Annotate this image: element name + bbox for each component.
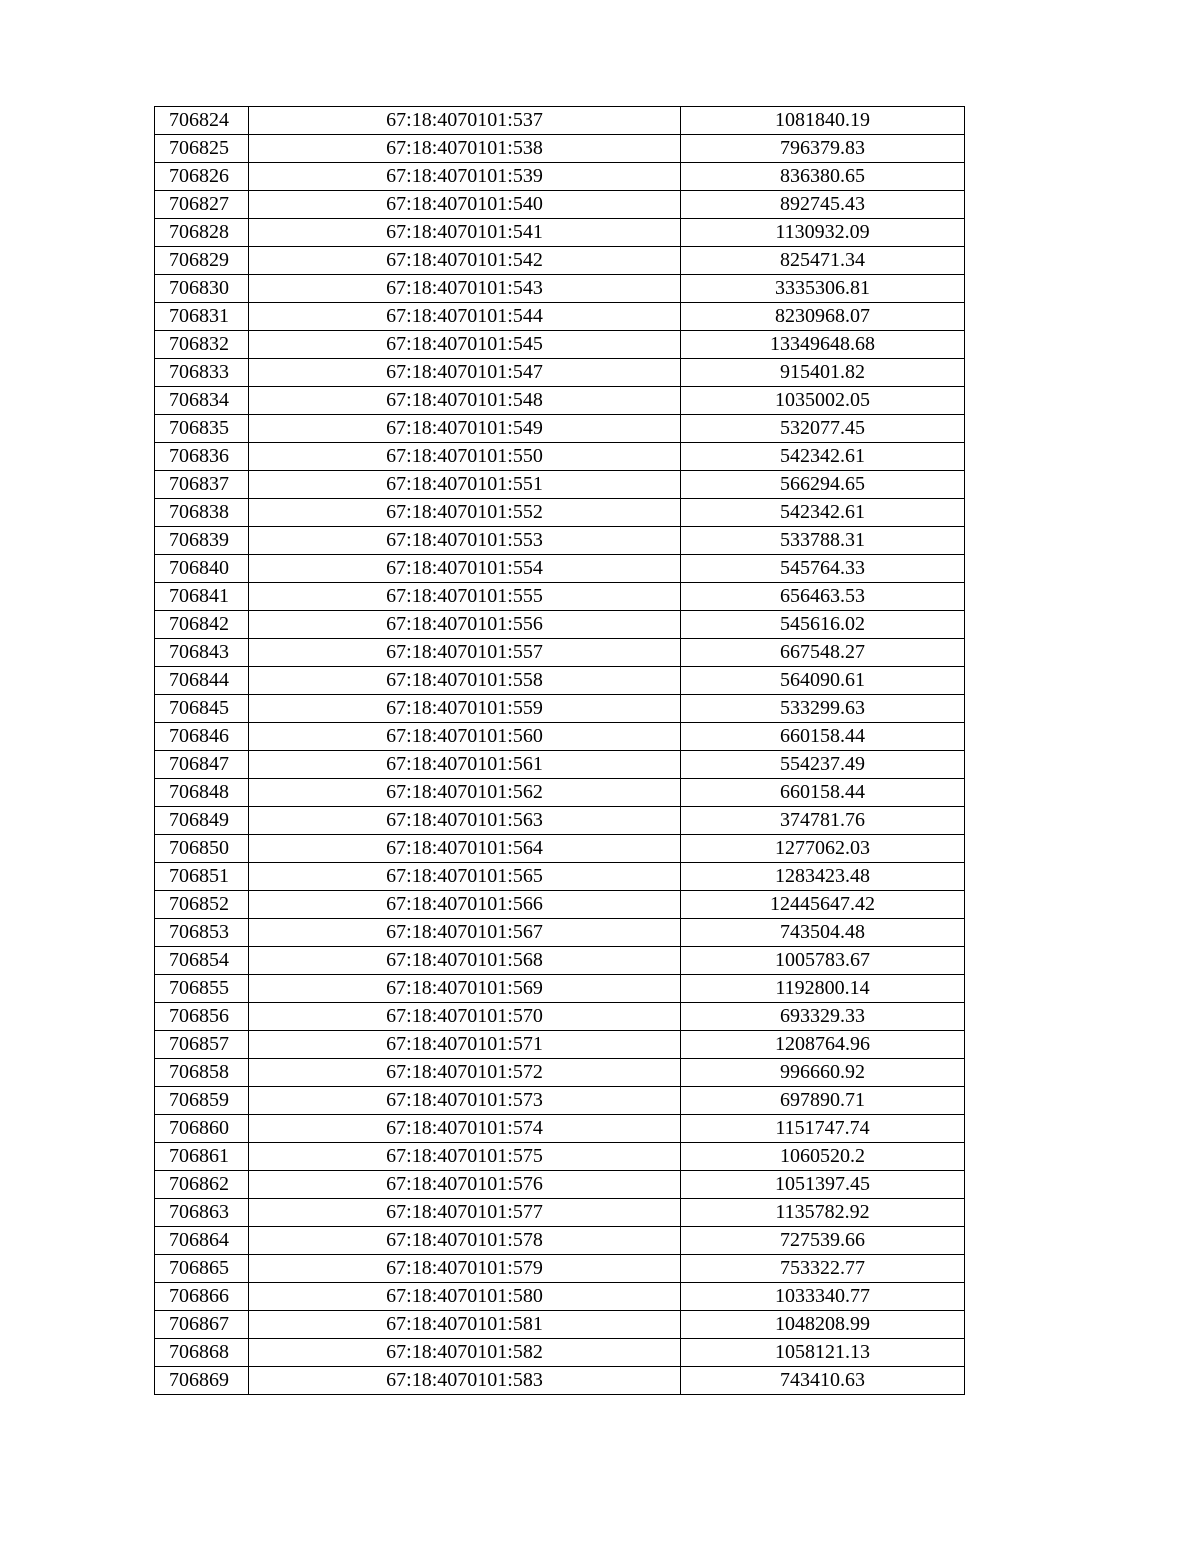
- table-row: [155, 975, 965, 1003]
- table-row: [155, 611, 965, 639]
- row-number-cell: 706835: [155, 415, 249, 443]
- table-row: [155, 1115, 965, 1143]
- cadastral-value-cell: 660158.44: [681, 779, 965, 807]
- cadastral-number-cell: 67:18:4070101:564: [249, 835, 681, 863]
- table-row: [155, 1283, 965, 1311]
- row-number-cell: 706855: [155, 975, 249, 1003]
- cadastral-value-cell: 554237.49: [681, 751, 965, 779]
- row-number-cell: 706842: [155, 611, 249, 639]
- table-row: [155, 275, 965, 303]
- row-number-cell: 706847: [155, 751, 249, 779]
- cadastral-value-cell: 1005783.67: [681, 947, 965, 975]
- cadastral-number-cell: 67:18:4070101:540: [249, 191, 681, 219]
- cadastral-number-cell: 67:18:4070101:573: [249, 1087, 681, 1115]
- cadastral-number-cell: 67:18:4070101:565: [249, 863, 681, 891]
- table-row: [155, 1031, 965, 1059]
- table-row: [155, 639, 965, 667]
- cadastral-number-cell: 67:18:4070101:545: [249, 331, 681, 359]
- cadastral-number-cell: 67:18:4070101:579: [249, 1255, 681, 1283]
- cadastral-number-cell: 67:18:4070101:543: [249, 275, 681, 303]
- row-number-cell: 706837: [155, 471, 249, 499]
- table-row: [155, 331, 965, 359]
- row-number-cell: 706860: [155, 1115, 249, 1143]
- table-row: [155, 667, 965, 695]
- row-number-cell: 706862: [155, 1171, 249, 1199]
- cadastral-number-cell: 67:18:4070101:577: [249, 1199, 681, 1227]
- cadastral-number-cell: 67:18:4070101:560: [249, 723, 681, 751]
- cadastral-number-cell: 67:18:4070101:555: [249, 583, 681, 611]
- cadastral-value-cell: 374781.76: [681, 807, 965, 835]
- cadastral-value-cell: 996660.92: [681, 1059, 965, 1087]
- cadastral-value-table: [154, 106, 965, 1395]
- cadastral-number-cell: 67:18:4070101:568: [249, 947, 681, 975]
- cadastral-number-cell: 67:18:4070101:582: [249, 1339, 681, 1367]
- row-number-cell: 706852: [155, 891, 249, 919]
- row-number-cell: 706854: [155, 947, 249, 975]
- row-number-cell: 706865: [155, 1255, 249, 1283]
- row-number-cell: 706844: [155, 667, 249, 695]
- cadastral-value-cell: 1283423.48: [681, 863, 965, 891]
- cadastral-number-cell: 67:18:4070101:547: [249, 359, 681, 387]
- cadastral-value-cell: 796379.83: [681, 135, 965, 163]
- cadastral-value-cell: 1151747.74: [681, 1115, 965, 1143]
- row-number-cell: 706863: [155, 1199, 249, 1227]
- table-body: [155, 107, 965, 1395]
- cadastral-number-cell: 67:18:4070101:580: [249, 1283, 681, 1311]
- cadastral-value-cell: 825471.34: [681, 247, 965, 275]
- table-row: [155, 1059, 965, 1087]
- cadastral-value-cell: 545764.33: [681, 555, 965, 583]
- cadastral-number-cell: 67:18:4070101:566: [249, 891, 681, 919]
- cadastral-number-cell: 67:18:4070101:569: [249, 975, 681, 1003]
- row-number-cell: 706827: [155, 191, 249, 219]
- cadastral-value-cell: 915401.82: [681, 359, 965, 387]
- cadastral-number-cell: 67:18:4070101:544: [249, 303, 681, 331]
- cadastral-value-cell: 3335306.81: [681, 275, 965, 303]
- table-row: [155, 191, 965, 219]
- table-row: [155, 947, 965, 975]
- cadastral-number-cell: 67:18:4070101:552: [249, 499, 681, 527]
- table-row: [155, 303, 965, 331]
- cadastral-number-cell: 67:18:4070101:576: [249, 1171, 681, 1199]
- cadastral-value-cell: 532077.45: [681, 415, 965, 443]
- row-number-cell: 706831: [155, 303, 249, 331]
- cadastral-value-cell: 545616.02: [681, 611, 965, 639]
- cadastral-number-cell: 67:18:4070101:559: [249, 695, 681, 723]
- cadastral-value-cell: 1060520.2: [681, 1143, 965, 1171]
- table-row: [155, 891, 965, 919]
- cadastral-value-cell: 1048208.99: [681, 1311, 965, 1339]
- row-number-cell: 706839: [155, 527, 249, 555]
- table-row: [155, 1171, 965, 1199]
- cadastral-number-cell: 67:18:4070101:575: [249, 1143, 681, 1171]
- cadastral-value-cell: 693329.33: [681, 1003, 965, 1031]
- row-number-cell: 706864: [155, 1227, 249, 1255]
- row-number-cell: 706850: [155, 835, 249, 863]
- cadastral-value-cell: 1192800.14: [681, 975, 965, 1003]
- table-row: [155, 359, 965, 387]
- cadastral-value-cell: 1277062.03: [681, 835, 965, 863]
- table-row: [155, 807, 965, 835]
- table-row: [155, 863, 965, 891]
- row-number-cell: 706866: [155, 1283, 249, 1311]
- row-number-cell: 706857: [155, 1031, 249, 1059]
- row-number-cell: 706824: [155, 107, 249, 135]
- cadastral-value-cell: 743504.48: [681, 919, 965, 947]
- table-row: [155, 527, 965, 555]
- table-row: [155, 1255, 965, 1283]
- cadastral-value-cell: 8230968.07: [681, 303, 965, 331]
- table-row: [155, 1087, 965, 1115]
- cadastral-number-cell: 67:18:4070101:548: [249, 387, 681, 415]
- table-row: [155, 1339, 965, 1367]
- row-number-cell: 706849: [155, 807, 249, 835]
- row-number-cell: 706868: [155, 1339, 249, 1367]
- row-number-cell: 706828: [155, 219, 249, 247]
- table-row: [155, 443, 965, 471]
- cadastral-value-cell: 533299.63: [681, 695, 965, 723]
- row-number-cell: 706845: [155, 695, 249, 723]
- table-row: [155, 695, 965, 723]
- cadastral-value-cell: 1135782.92: [681, 1199, 965, 1227]
- table-row: [155, 163, 965, 191]
- table-row: [155, 1311, 965, 1339]
- cadastral-value-cell: 1035002.05: [681, 387, 965, 415]
- cadastral-number-cell: 67:18:4070101:570: [249, 1003, 681, 1031]
- cadastral-value-cell: 753322.77: [681, 1255, 965, 1283]
- cadastral-value-cell: 697890.71: [681, 1087, 965, 1115]
- cadastral-value-cell: 564090.61: [681, 667, 965, 695]
- row-number-cell: 706859: [155, 1087, 249, 1115]
- row-number-cell: 706832: [155, 331, 249, 359]
- cadastral-number-cell: 67:18:4070101:550: [249, 443, 681, 471]
- row-number-cell: 706833: [155, 359, 249, 387]
- cadastral-number-cell: 67:18:4070101:562: [249, 779, 681, 807]
- cadastral-value-cell: 1033340.77: [681, 1283, 965, 1311]
- row-number-cell: 706830: [155, 275, 249, 303]
- row-number-cell: 706826: [155, 163, 249, 191]
- row-number-cell: 706838: [155, 499, 249, 527]
- cadastral-value-cell: 13349648.68: [681, 331, 965, 359]
- row-number-cell: 706858: [155, 1059, 249, 1087]
- cadastral-value-cell: 1051397.45: [681, 1171, 965, 1199]
- cadastral-value-cell: 12445647.42: [681, 891, 965, 919]
- table-row: [155, 247, 965, 275]
- table-row: [155, 779, 965, 807]
- table-row: [155, 583, 965, 611]
- cadastral-number-cell: 67:18:4070101:538: [249, 135, 681, 163]
- cadastral-value-cell: 892745.43: [681, 191, 965, 219]
- row-number-cell: 706867: [155, 1311, 249, 1339]
- table-row: [155, 219, 965, 247]
- cadastral-value-cell: 836380.65: [681, 163, 965, 191]
- cadastral-value-cell: 542342.61: [681, 499, 965, 527]
- cadastral-value-cell: 542342.61: [681, 443, 965, 471]
- row-number-cell: 706829: [155, 247, 249, 275]
- table-row: [155, 1227, 965, 1255]
- table-row: [155, 1367, 965, 1395]
- cadastral-number-cell: 67:18:4070101:542: [249, 247, 681, 275]
- cadastral-value-cell: 1208764.96: [681, 1031, 965, 1059]
- row-number-cell: 706841: [155, 583, 249, 611]
- cadastral-number-cell: 67:18:4070101:537: [249, 107, 681, 135]
- row-number-cell: 706840: [155, 555, 249, 583]
- cadastral-value-cell: 656463.53: [681, 583, 965, 611]
- table-row: [155, 1199, 965, 1227]
- row-number-cell: 706843: [155, 639, 249, 667]
- table-row: [155, 471, 965, 499]
- table-row: [155, 1003, 965, 1031]
- cadastral-number-cell: 67:18:4070101:567: [249, 919, 681, 947]
- table-row: [155, 135, 965, 163]
- cadastral-number-cell: 67:18:4070101:557: [249, 639, 681, 667]
- table-row: [155, 723, 965, 751]
- cadastral-number-cell: 67:18:4070101:551: [249, 471, 681, 499]
- cadastral-number-cell: 67:18:4070101:583: [249, 1367, 681, 1395]
- cadastral-number-cell: 67:18:4070101:581: [249, 1311, 681, 1339]
- cadastral-number-cell: 67:18:4070101:578: [249, 1227, 681, 1255]
- cadastral-value-cell: 1130932.09: [681, 219, 965, 247]
- cadastral-number-cell: 67:18:4070101:556: [249, 611, 681, 639]
- cadastral-number-cell: 67:18:4070101:554: [249, 555, 681, 583]
- table-row: [155, 835, 965, 863]
- cadastral-number-cell: 67:18:4070101:571: [249, 1031, 681, 1059]
- cadastral-number-cell: 67:18:4070101:541: [249, 219, 681, 247]
- cadastral-number-cell: 67:18:4070101:553: [249, 527, 681, 555]
- row-number-cell: 706846: [155, 723, 249, 751]
- cadastral-number-cell: 67:18:4070101:558: [249, 667, 681, 695]
- cadastral-number-cell: 67:18:4070101:539: [249, 163, 681, 191]
- cadastral-value-cell: 1081840.19: [681, 107, 965, 135]
- table-row: [155, 919, 965, 947]
- cadastral-value-cell: 727539.66: [681, 1227, 965, 1255]
- cadastral-value-cell: 1058121.13: [681, 1339, 965, 1367]
- row-number-cell: 706834: [155, 387, 249, 415]
- cadastral-number-cell: 67:18:4070101:574: [249, 1115, 681, 1143]
- cadastral-value-cell: 566294.65: [681, 471, 965, 499]
- cadastral-number-cell: 67:18:4070101:563: [249, 807, 681, 835]
- cadastral-value-cell: 743410.63: [681, 1367, 965, 1395]
- table-row: [155, 499, 965, 527]
- row-number-cell: 706848: [155, 779, 249, 807]
- cadastral-number-cell: 67:18:4070101:561: [249, 751, 681, 779]
- row-number-cell: 706856: [155, 1003, 249, 1031]
- cadastral-value-cell: 667548.27: [681, 639, 965, 667]
- table-row: [155, 107, 965, 135]
- table-row: [155, 415, 965, 443]
- row-number-cell: 706825: [155, 135, 249, 163]
- table-row: [155, 1143, 965, 1171]
- table-row: [155, 555, 965, 583]
- row-number-cell: 706836: [155, 443, 249, 471]
- cadastral-number-cell: 67:18:4070101:549: [249, 415, 681, 443]
- cadastral-value-cell: 533788.31: [681, 527, 965, 555]
- row-number-cell: 706853: [155, 919, 249, 947]
- table-row: [155, 751, 965, 779]
- row-number-cell: 706869: [155, 1367, 249, 1395]
- table-row: [155, 387, 965, 415]
- row-number-cell: 706861: [155, 1143, 249, 1171]
- cadastral-number-cell: 67:18:4070101:572: [249, 1059, 681, 1087]
- cadastral-value-cell: 660158.44: [681, 723, 965, 751]
- row-number-cell: 706851: [155, 863, 249, 891]
